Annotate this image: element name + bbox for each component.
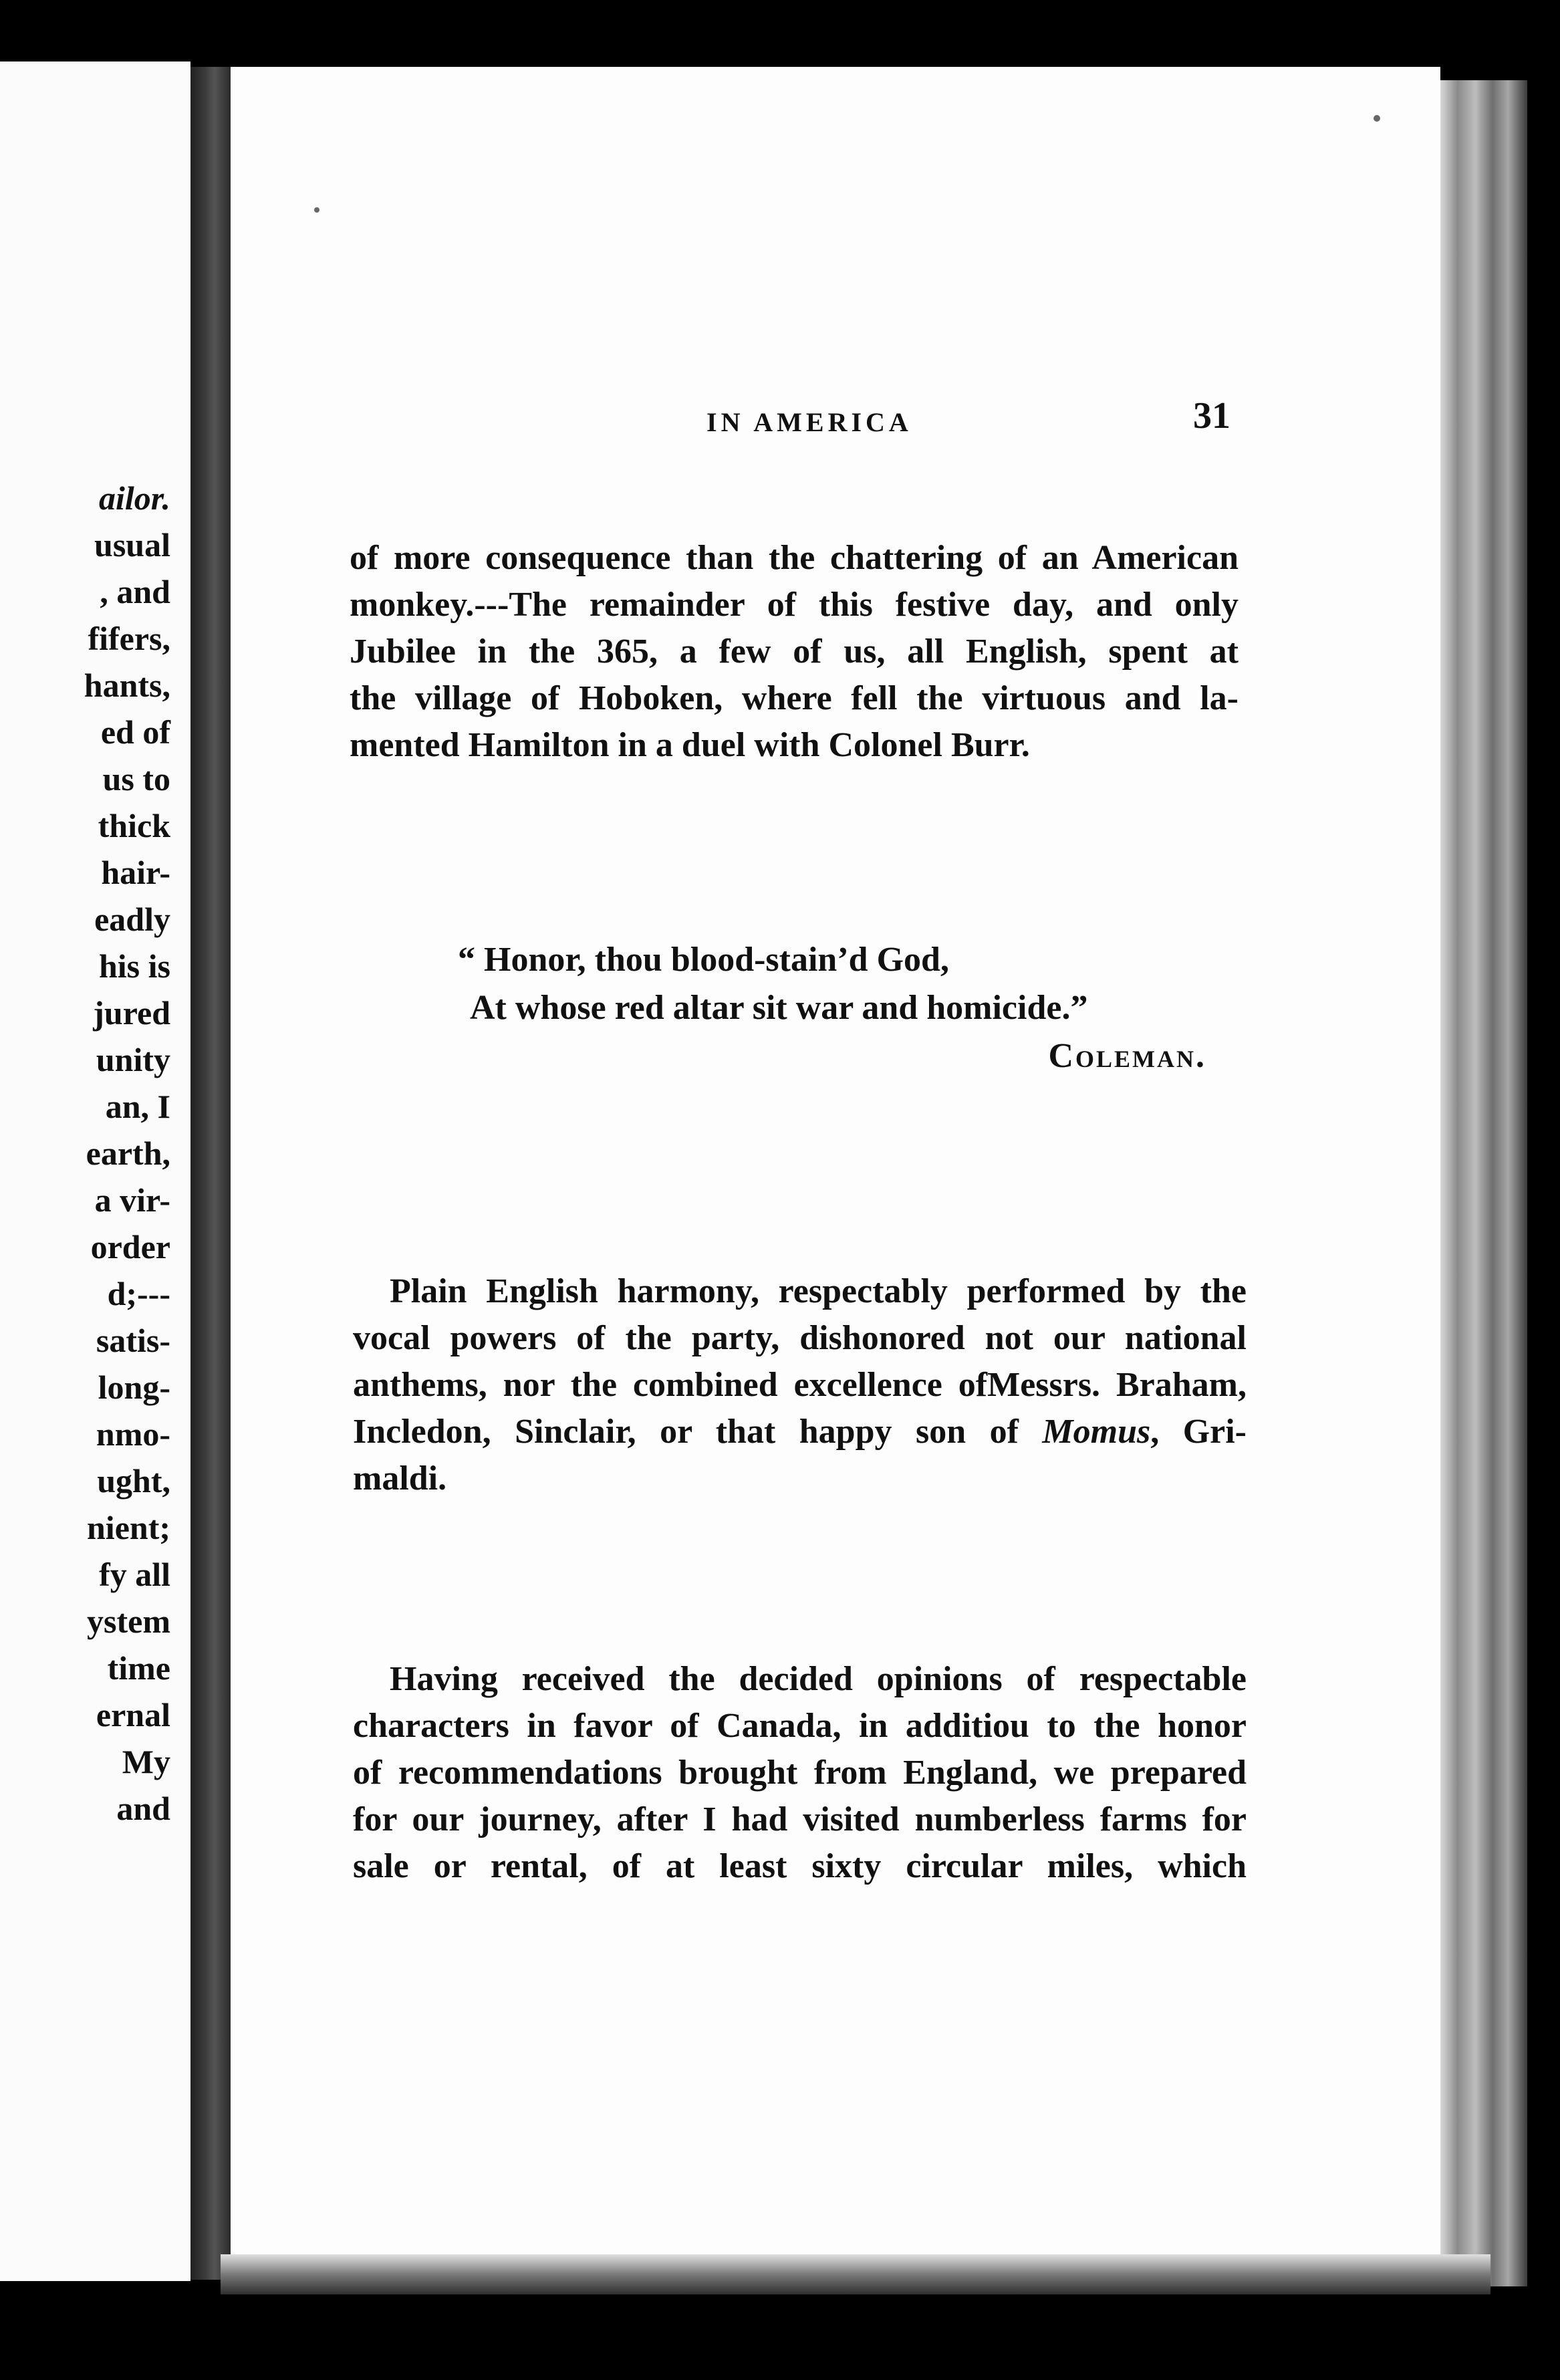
page-number: 31 (1193, 395, 1230, 437)
running-title: IN AMERICA (706, 407, 912, 437)
left-page-line: My (122, 1743, 170, 1780)
paragraph-3 (353, 1656, 1247, 1890)
left-page-line: d;--- (107, 1275, 170, 1312)
quotation-attribution: Coleman. (1048, 1037, 1206, 1075)
left-page-line: jured (93, 994, 170, 1032)
running-head (231, 394, 1440, 441)
left-page-line: a vir- (94, 1181, 170, 1219)
left-page-line: satis- (96, 1322, 170, 1359)
left-page-line: ailor. (99, 479, 170, 517)
ink-speck (314, 207, 319, 213)
epigraph-quotation (458, 936, 1213, 1080)
paragraph-line (353, 1409, 1247, 1455)
paragraph-line: the village of Hoboken, where fell the virtuous and la- (350, 679, 1239, 717)
paragraph-line: Jubilee in the 365, a few of us, all English, spent at (350, 632, 1239, 671)
left-page-line: an, I (105, 1088, 170, 1125)
page-fore-edge (1440, 80, 1527, 2286)
left-page-line: us to (102, 760, 170, 798)
left-page-line: , and (100, 573, 170, 610)
left-page-line: nient; (87, 1509, 170, 1546)
left-page-line: usual (94, 526, 170, 564)
left-page-line: eadly (94, 901, 170, 938)
left-page-line: his is (98, 947, 170, 985)
italic-name: Momus (1042, 1413, 1151, 1451)
left-page-line: ught, (97, 1462, 170, 1500)
paragraph-line: Having received the decided opinions of respectable (390, 1660, 1247, 1698)
left-page-line: hair- (101, 854, 170, 891)
left-page-line: ernal (96, 1696, 170, 1734)
left-page-line: hants, (84, 667, 170, 704)
left-page-line: thick (98, 807, 170, 844)
left-page-line: nmo- (96, 1415, 170, 1453)
left-page-line: long- (98, 1368, 170, 1406)
paragraph-line: monkey.---The remainder of this festive day, and only (350, 586, 1239, 624)
line-text: Incledon, Sinclair, or that happy son of (353, 1413, 1043, 1451)
left-page-line: fy all (99, 1556, 170, 1593)
quotation-line: At whose red altar sit war and homicide.” (470, 989, 1088, 1027)
paragraph-line: characters in favor of Canada, in additiou to the honor (353, 1707, 1247, 1745)
left-page-line: unity (96, 1041, 170, 1078)
book-gutter (190, 67, 231, 2280)
paragraph-line: of recommendations brought from England, we prepared (353, 1754, 1247, 1792)
line-text: , Gri- (1150, 1413, 1247, 1451)
right-book-page (231, 67, 1440, 2266)
paragraph-line: vocal powers of the party, dishonored not our national (353, 1319, 1247, 1357)
left-page-line: fifers, (88, 620, 170, 657)
left-page-line: and (116, 1790, 170, 1827)
left-page-line: ed of (100, 713, 170, 751)
paragraph-line: Plain English harmony, respectably performed by the (390, 1272, 1247, 1310)
paragraph-line: of more consequence than the chattering of an American (350, 539, 1239, 577)
paragraph-line: for our journey, after I had visited numberless farms for (353, 1800, 1247, 1838)
left-page-line: time (107, 1649, 170, 1687)
ink-speck (1374, 115, 1380, 122)
paragraph-2 (353, 1268, 1247, 1502)
page-bottom-edge (221, 2254, 1490, 2294)
left-page-line: order (90, 1228, 170, 1266)
quotation-line: “ Honor, thou blood-stain’d God, (458, 941, 949, 979)
paragraph-line: mented Hamilton in a duel with Colonel Burr. (350, 726, 1030, 764)
paragraph-line: anthems, nor the combined excellence ofMessrs. Braham, (353, 1366, 1247, 1404)
paragraph-line: maldi. (353, 1459, 447, 1498)
paragraph-1 (350, 535, 1239, 769)
left-page-line: ystem (87, 1602, 170, 1640)
left-page-line: earth, (86, 1135, 170, 1172)
paragraph-line: sale or rental, of at least sixty circular miles, which (353, 1847, 1247, 1885)
left-facing-page (0, 62, 190, 2281)
